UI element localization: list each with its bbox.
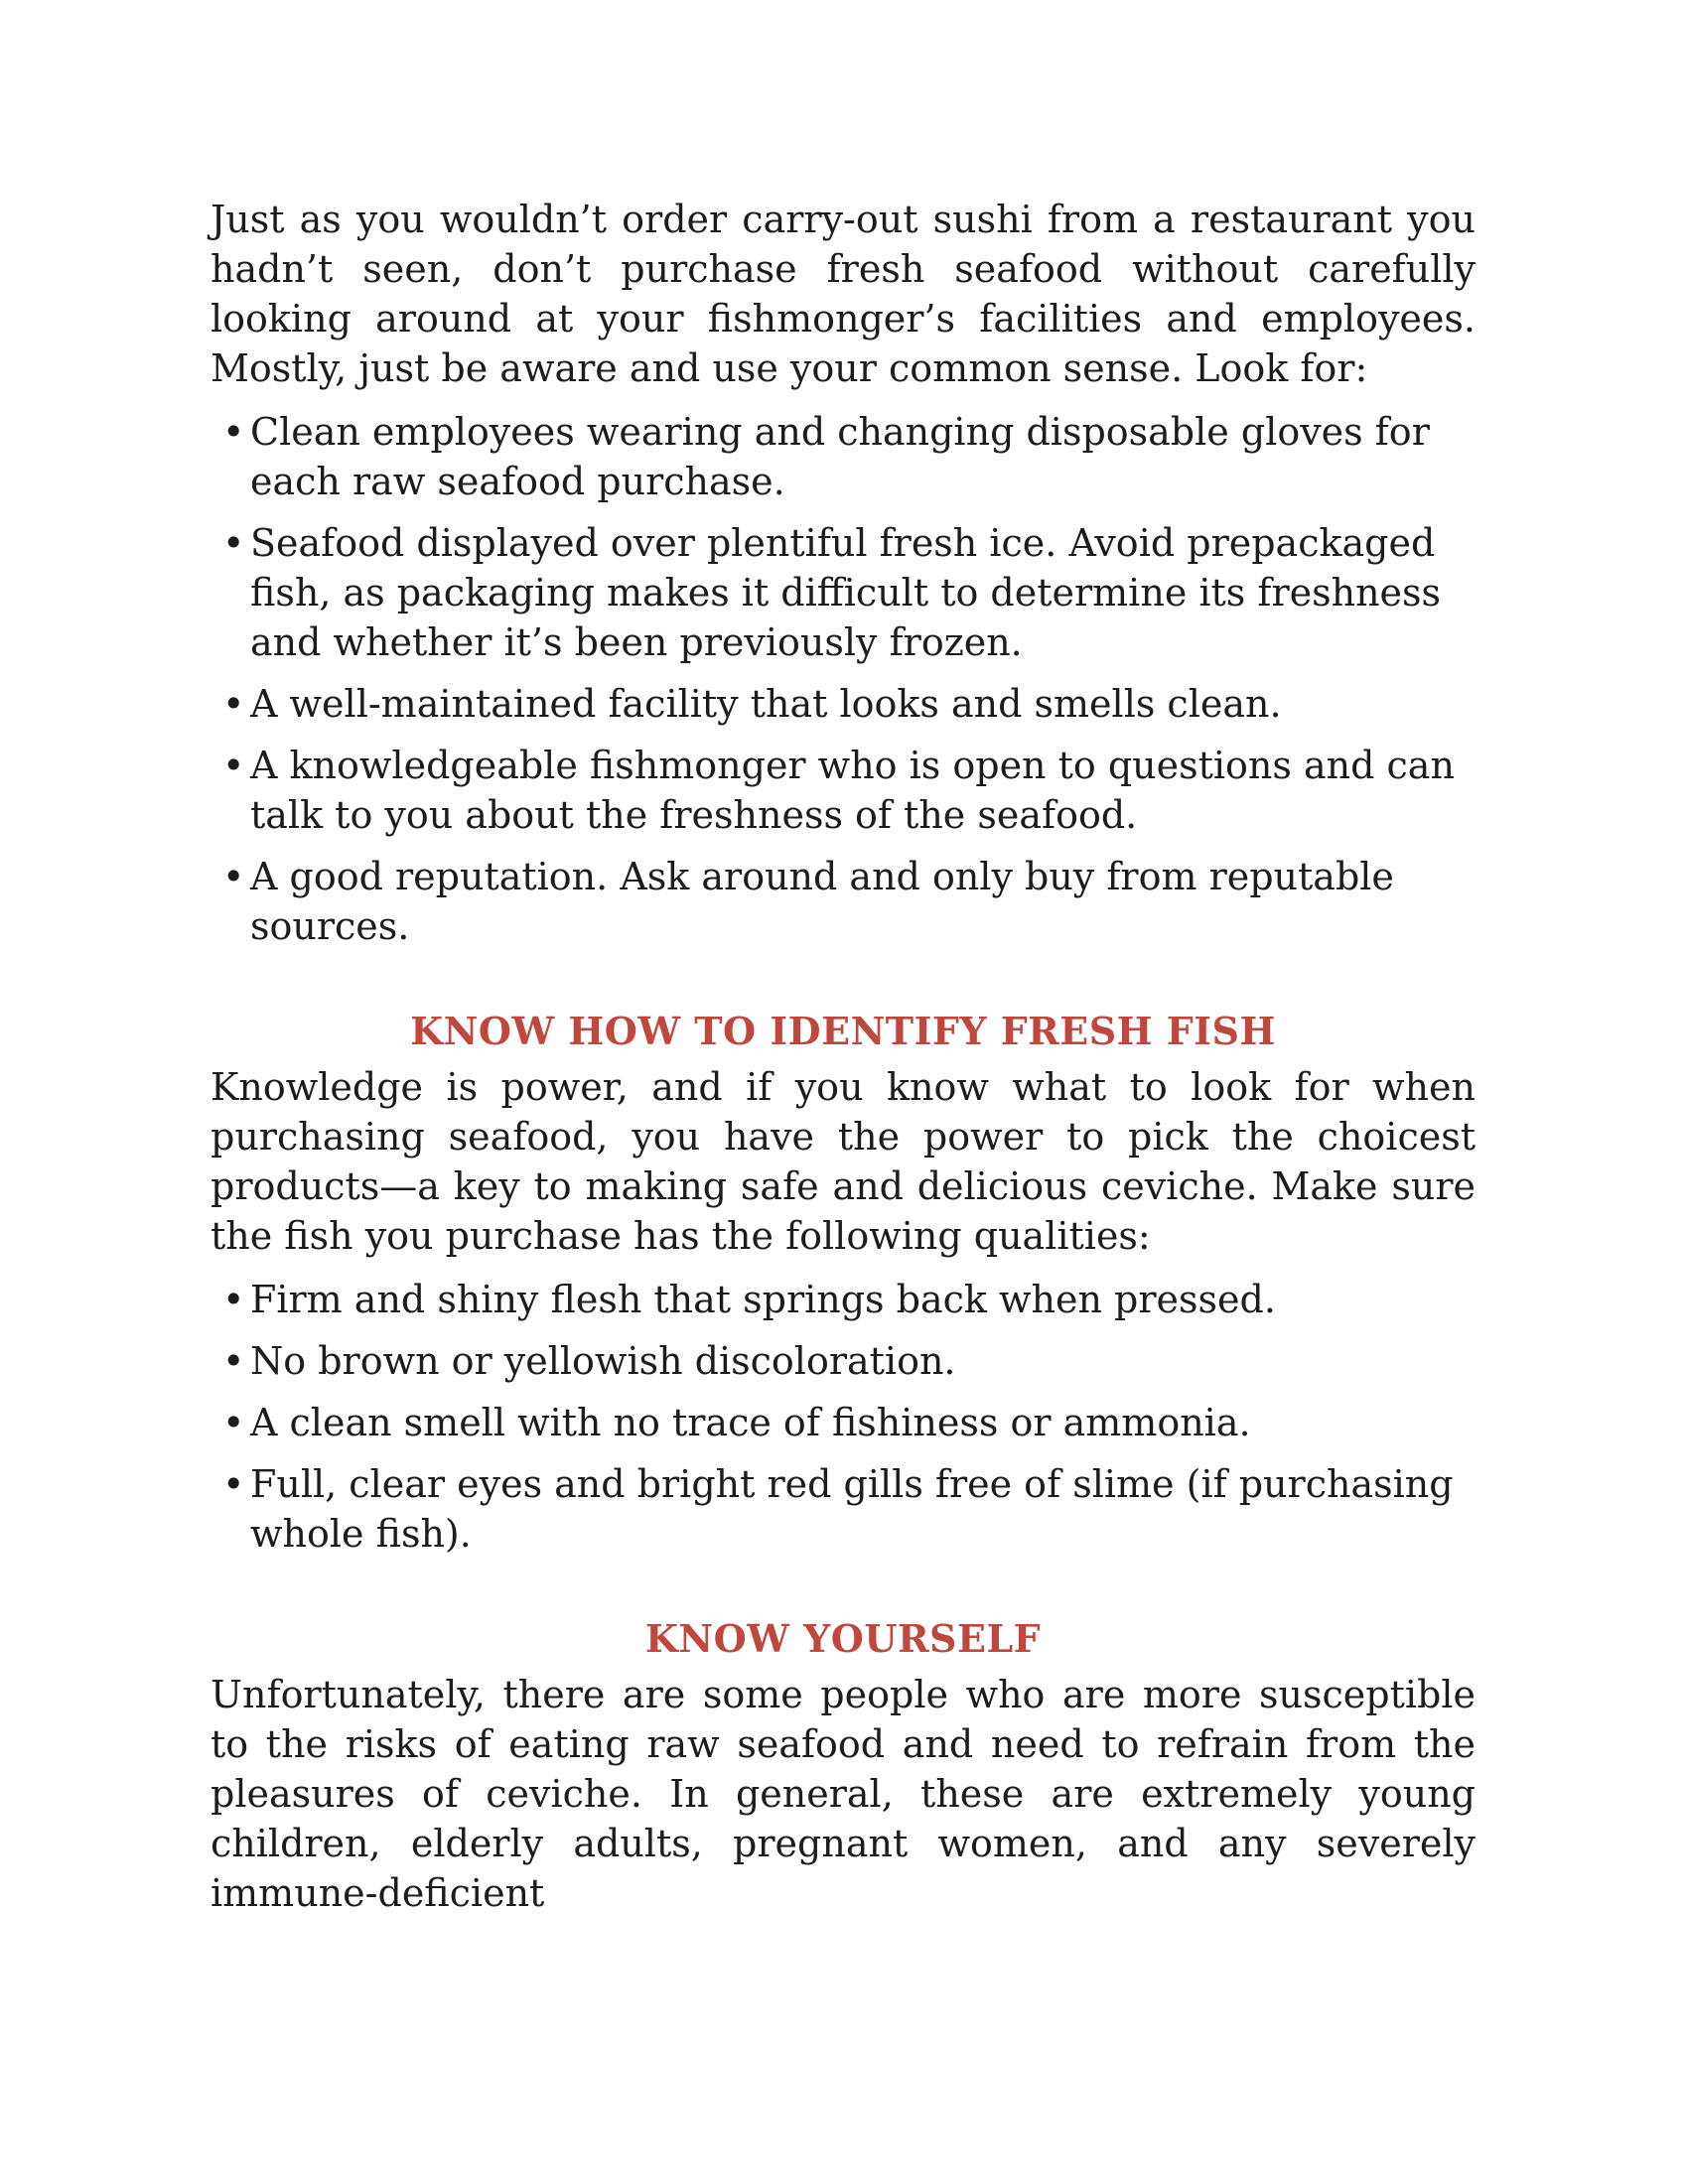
bullet-icon: • — [222, 744, 245, 787]
bullet-icon: • — [222, 1401, 245, 1444]
know-yourself-paragraph: Unfortunately, there are some people who are more susceptible to the risks of eating raw seafood and need to refrain from the pleasures of ceviche. In general, these are extremely young children, elderly adults, pregnant women, and any severely immune-deficient — [211, 1673, 1476, 1915]
intro-bullet-list — [211, 407, 1476, 951]
list-item — [211, 1336, 1476, 1386]
intro-paragraph: Just as you wouldn’t order carry-out sushi from a restaurant you hadn’t seen, don’t purchase fresh seafood without carefully looking around at your fishmonger’s facilities and employees. Mostly, just be aware and use your common sense. Look for: — [211, 198, 1476, 390]
list-item-text: Seafood displayed over plentiful fresh ice. Avoid prepackaged fish, as packaging makes it difficult to determine its freshness and whether it’s been previously frozen. — [250, 521, 1442, 664]
document-page — [211, 195, 1476, 1918]
list-item-text: Full, clear eyes and bright red gills free of slime (if purchasing whole fish). — [250, 1462, 1454, 1556]
section-heading-know-yourself: KNOW YOURSELF — [644, 1616, 1042, 1661]
list-item-text: No brown or yellowish discoloration. — [250, 1339, 956, 1383]
bullet-icon: • — [222, 1462, 245, 1506]
list-item-text: A clean smell with no trace of fishiness or ammonia. — [250, 1401, 1251, 1444]
bullet-icon: • — [222, 1339, 245, 1383]
list-item — [211, 518, 1476, 667]
bullet-icon: • — [222, 855, 245, 898]
bullet-icon: • — [222, 410, 245, 454]
fresh-fish-paragraph: Knowledge is power, and if you know what to look for when purchasing seafood, you have the power to pick the choicest products—a key to making safe and delicious ceviche. Make sure the fish you purchase has the following qualities: — [211, 1065, 1476, 1258]
list-item — [211, 1398, 1476, 1447]
list-item-text: A well-maintained facility that looks and smells clean. — [250, 682, 1282, 726]
list-item — [211, 1459, 1476, 1559]
bullet-icon: • — [222, 1278, 245, 1321]
fresh-fish-bullet-list — [211, 1275, 1476, 1559]
list-item-text: Clean employees wearing and changing disposable gloves for each raw seafood purchase. — [250, 410, 1430, 503]
list-item — [211, 741, 1476, 840]
list-item — [211, 407, 1476, 506]
bullet-icon: • — [222, 521, 245, 565]
list-item — [211, 679, 1476, 729]
bullet-icon: • — [222, 682, 245, 726]
list-item — [211, 852, 1476, 951]
list-item — [211, 1275, 1476, 1324]
list-item-text: Firm and shiny flesh that springs back when pressed. — [250, 1278, 1276, 1321]
list-item-text: A knowledgeable fishmonger who is open to questions and can talk to you about the freshness of the seafood. — [250, 744, 1455, 837]
list-item-text: A good reputation. Ask around and only buy from reputable sources. — [250, 855, 1394, 948]
section-heading-fresh-fish: KNOW HOW TO IDENTIFY FRESH FISH — [410, 1009, 1276, 1053]
